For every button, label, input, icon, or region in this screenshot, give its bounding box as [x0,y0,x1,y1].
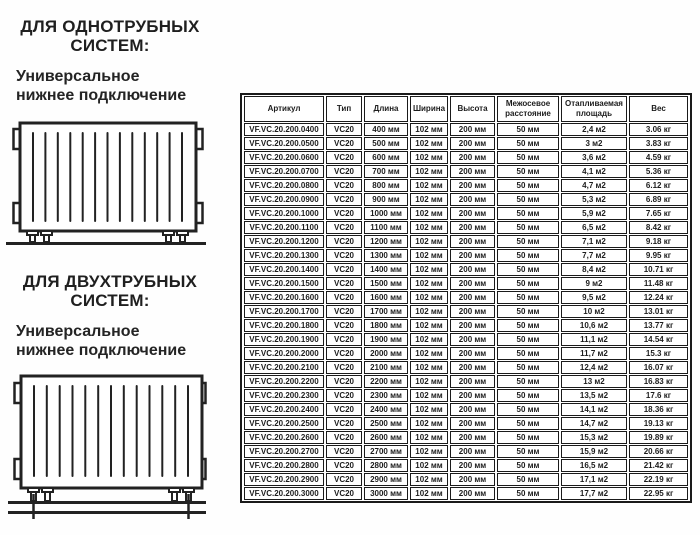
table-cell: 1200 мм [364,235,408,248]
table-cell: 9,5 м2 [561,291,627,304]
table-cell: VF.VC.20.200.0400 [244,123,324,136]
table-cell: 22.19 кг [629,473,688,486]
table-cell: 10.71 кг [629,263,688,276]
table-cell: 10,6 м2 [561,319,627,332]
two-pipe-heading-line2: СИСТЕМ: [70,291,150,310]
table-cell: 1800 мм [364,319,408,332]
table-cell: 15.3 кг [629,347,688,360]
table-cell: 2900 мм [364,473,408,486]
table-cell: VC20 [326,137,362,150]
table-cell: VF.VC.20.200.0700 [244,165,324,178]
table-cell: 2400 мм [364,403,408,416]
radiator-single-pipe-diagram-icon [2,121,210,247]
table-row [244,417,688,430]
table-cell: VC20 [326,123,362,136]
table-cell: 102 мм [410,221,448,234]
table-cell: 13 м2 [561,375,627,388]
table-cell: 8,4 м2 [561,263,627,276]
table-cell: 21.42 кг [629,459,688,472]
spec-table-area [240,93,692,503]
table-cell: 600 мм [364,151,408,164]
table-cell: 5,3 м2 [561,193,627,206]
table-row [244,291,688,304]
table-cell: VC20 [326,179,362,192]
radiator-two-pipe-diagram-icon [4,374,212,524]
table-cell: 1400 мм [364,263,408,276]
table-cell: 200 мм [450,235,495,248]
table-cell: VF.VC.20.200.2000 [244,347,324,360]
table-cell: 102 мм [410,375,448,388]
table-cell: 9 м2 [561,277,627,290]
table-cell: 50 мм [497,319,559,332]
single-pipe-subheading [16,67,221,105]
table-cell: VF.VC.20.200.2700 [244,445,324,458]
table-row [244,487,688,500]
table-cell: 9.95 кг [629,249,688,262]
table-row [244,277,688,290]
table-cell: 102 мм [410,165,448,178]
table-cell: 102 мм [410,123,448,136]
table-cell: 50 мм [497,473,559,486]
table-cell: VC20 [326,403,362,416]
table-cell: 50 мм [497,431,559,444]
table-row [244,319,688,332]
table-cell: VC20 [326,417,362,430]
table-cell: 7,7 м2 [561,249,627,262]
column-header: Вес [629,96,688,122]
table-cell: 50 мм [497,445,559,458]
table-cell: 200 мм [450,347,495,360]
table-cell: 200 мм [450,319,495,332]
table-cell: VF.VC.20.200.0500 [244,137,324,150]
table-cell: 50 мм [497,389,559,402]
table-cell: VC20 [326,487,362,500]
table-cell: 200 мм [450,221,495,234]
column-header: Высота [450,96,495,122]
table-cell: VF.VC.20.200.3000 [244,487,324,500]
table-row [244,361,688,374]
table-cell: VC20 [326,263,362,276]
table-cell: 19.13 кг [629,417,688,430]
table-cell: 7,1 м2 [561,235,627,248]
table-cell: 200 мм [450,473,495,486]
table-cell: 200 мм [450,263,495,276]
table-cell: 102 мм [410,291,448,304]
table-cell: 50 мм [497,249,559,262]
table-cell: 50 мм [497,235,559,248]
table-cell: 800 мм [364,179,408,192]
table-row [244,347,688,360]
table-cell: 200 мм [450,291,495,304]
table-row [244,459,688,472]
table-cell: 11,7 м2 [561,347,627,360]
table-cell: 15,9 м2 [561,445,627,458]
column-header: Ширина [410,96,448,122]
table-cell: 1100 мм [364,221,408,234]
table-cell: VF.VC.20.200.1600 [244,291,324,304]
table-row [244,389,688,402]
table-cell: 8.42 кг [629,221,688,234]
table-cell: 1000 мм [364,207,408,220]
table-cell: 50 мм [497,459,559,472]
table-cell: 102 мм [410,263,448,276]
table-row [244,375,688,388]
table-cell: 200 мм [450,305,495,318]
table-cell: 3.06 кг [629,123,688,136]
table-cell: 2700 мм [364,445,408,458]
table-cell: VC20 [326,347,362,360]
table-cell: 102 мм [410,193,448,206]
table-cell: 14,7 м2 [561,417,627,430]
table-cell: VF.VC.20.200.2300 [244,389,324,402]
table-cell: VC20 [326,235,362,248]
table-cell: VC20 [326,291,362,304]
table-cell: 16.07 кг [629,361,688,374]
table-row [244,193,688,206]
table-cell: 20.66 кг [629,445,688,458]
table-cell: 13.77 кг [629,319,688,332]
spec-table [240,93,692,503]
table-cell: VF.VC.20.200.1500 [244,277,324,290]
table-cell: 2500 мм [364,417,408,430]
table-cell: VF.VC.20.200.2600 [244,431,324,444]
table-cell: 2300 мм [364,389,408,402]
table-cell: 50 мм [497,305,559,318]
table-row [244,249,688,262]
table-cell: 102 мм [410,249,448,262]
table-cell: 50 мм [497,291,559,304]
table-cell: 17,7 м2 [561,487,627,500]
table-cell: 15,3 м2 [561,431,627,444]
two-pipe-heading-line1: ДЛЯ ДВУХТРУБНЫХ [22,272,198,291]
left-panel [0,0,235,535]
table-cell: 50 мм [497,193,559,206]
table-cell: 700 мм [364,165,408,178]
table-cell: 2200 мм [364,375,408,388]
table-cell: VF.VC.20.200.1700 [244,305,324,318]
table-row [244,431,688,444]
two-pipe-subheading [16,322,221,360]
table-cell: 10 м2 [561,305,627,318]
table-cell: 200 мм [450,445,495,458]
table-cell: 12,4 м2 [561,361,627,374]
table-cell: 102 мм [410,137,448,150]
table-cell: 200 мм [450,487,495,500]
table-cell: 17,1 м2 [561,473,627,486]
table-cell: 2100 мм [364,361,408,374]
table-cell: VC20 [326,375,362,388]
table-cell: 12.24 кг [629,291,688,304]
table-cell: VF.VC.20.200.1200 [244,235,324,248]
table-cell: 50 мм [497,221,559,234]
single-pipe-heading [5,17,215,55]
single-pipe-subheading-line2: нижнее подключение [16,87,187,104]
table-cell: VC20 [326,389,362,402]
table-cell: 102 мм [410,347,448,360]
table-cell: 3.83 кг [629,137,688,150]
table-cell: 11.48 кг [629,277,688,290]
table-cell: VC20 [326,165,362,178]
table-cell: VF.VC.20.200.2900 [244,473,324,486]
table-cell: 200 мм [450,165,495,178]
table-cell: 16,5 м2 [561,459,627,472]
table-cell: 4,7 м2 [561,179,627,192]
table-cell: VC20 [326,361,362,374]
table-cell: VC20 [326,459,362,472]
table-row [244,165,688,178]
table-cell: VC20 [326,319,362,332]
two-pipe-subheading-line2: нижнее подключение [16,342,187,359]
table-cell: 200 мм [450,403,495,416]
table-cell: 102 мм [410,207,448,220]
table-cell: 102 мм [410,235,448,248]
table-cell: 200 мм [450,459,495,472]
table-cell: 2000 мм [364,347,408,360]
table-cell: 1300 мм [364,249,408,262]
table-cell: VF.VC.20.200.2200 [244,375,324,388]
table-cell: 1700 мм [364,305,408,318]
table-cell: 200 мм [450,137,495,150]
table-cell: VF.VC.20.200.0800 [244,179,324,192]
two-pipe-subheading-line1: Универсальное [16,323,140,340]
table-cell: 19.89 кг [629,431,688,444]
table-cell: 102 мм [410,389,448,402]
table-cell: VC20 [326,277,362,290]
table-row [244,473,688,486]
table-cell: 102 мм [410,361,448,374]
table-cell: 22.95 кг [629,487,688,500]
table-cell: 102 мм [410,473,448,486]
table-cell: 1600 мм [364,291,408,304]
table-cell: 5,9 м2 [561,207,627,220]
table-cell: 2600 мм [364,431,408,444]
table-cell: VF.VC.20.200.2800 [244,459,324,472]
single-pipe-subheading-line1: Универсальное [16,68,140,85]
table-cell: 50 мм [497,263,559,276]
table-cell: 50 мм [497,165,559,178]
single-pipe-heading-line2: СИСТЕМ: [70,36,150,55]
table-cell: 16.83 кг [629,375,688,388]
table-row [244,305,688,318]
table-cell: 200 мм [450,375,495,388]
table-cell: VF.VC.20.200.1000 [244,207,324,220]
table-row [244,151,688,164]
table-row [244,179,688,192]
table-cell: VF.VC.20.200.0600 [244,151,324,164]
two-pipe-heading [5,272,215,310]
table-cell: 3 м2 [561,137,627,150]
table-cell: 200 мм [450,151,495,164]
table-cell: 102 мм [410,179,448,192]
table-cell: 14.54 кг [629,333,688,346]
table-row [244,207,688,220]
table-cell: 17.6 кг [629,389,688,402]
table-cell: 2800 мм [364,459,408,472]
table-cell: 50 мм [497,137,559,150]
table-cell: 102 мм [410,417,448,430]
table-cell: 9.18 кг [629,235,688,248]
spec-table-body [244,123,688,500]
column-header: Тип [326,96,362,122]
table-cell: 200 мм [450,123,495,136]
table-cell: 4,1 м2 [561,165,627,178]
table-cell: 50 мм [497,403,559,416]
table-cell: 13.01 кг [629,305,688,318]
table-cell: 102 мм [410,333,448,346]
table-cell: 102 мм [410,487,448,500]
table-cell: VF.VC.20.200.1800 [244,319,324,332]
table-cell: VF.VC.20.200.1900 [244,333,324,346]
table-cell: 50 мм [497,333,559,346]
table-cell: 900 мм [364,193,408,206]
table-cell: 200 мм [450,431,495,444]
table-cell: 200 мм [450,361,495,374]
table-cell: 6.89 кг [629,193,688,206]
table-cell: 200 мм [450,207,495,220]
table-row [244,333,688,346]
table-row [244,445,688,458]
table-cell: 200 мм [450,277,495,290]
table-cell: 102 мм [410,305,448,318]
table-cell: 50 мм [497,151,559,164]
table-cell: 50 мм [497,179,559,192]
table-cell: 102 мм [410,431,448,444]
table-cell: 14,1 м2 [561,403,627,416]
table-row [244,123,688,136]
table-cell: 200 мм [450,333,495,346]
table-cell: 200 мм [450,249,495,262]
table-cell: 13,5 м2 [561,389,627,402]
table-cell: 18.36 кг [629,403,688,416]
table-cell: VC20 [326,193,362,206]
table-cell: 2,4 м2 [561,123,627,136]
table-cell: 50 мм [497,123,559,136]
table-cell: 3,6 м2 [561,151,627,164]
table-cell: 500 мм [364,137,408,150]
table-cell: 102 мм [410,277,448,290]
table-row [244,263,688,276]
header-row [244,96,688,122]
table-cell: 50 мм [497,277,559,290]
table-cell: 6.12 кг [629,179,688,192]
table-cell: 50 мм [497,207,559,220]
table-cell: 102 мм [410,403,448,416]
table-cell: 50 мм [497,375,559,388]
table-cell: VC20 [326,151,362,164]
table-cell: VC20 [326,249,362,262]
column-header: Длина [364,96,408,122]
table-cell: VC20 [326,473,362,486]
column-header: Межосевое расстояние [497,96,559,122]
table-cell: 50 мм [497,347,559,360]
table-cell: VC20 [326,445,362,458]
table-cell: 1500 мм [364,277,408,290]
table-cell: VF.VC.20.200.2400 [244,403,324,416]
table-cell: VF.VC.20.200.2500 [244,417,324,430]
table-cell: 200 мм [450,179,495,192]
table-cell: 102 мм [410,319,448,332]
table-cell: 50 мм [497,361,559,374]
table-cell: 400 мм [364,123,408,136]
table-cell: 200 мм [450,389,495,402]
table-cell: 4.59 кг [629,151,688,164]
table-cell: 200 мм [450,193,495,206]
table-cell: VC20 [326,221,362,234]
table-cell: 102 мм [410,445,448,458]
table-cell: VC20 [326,305,362,318]
table-cell: VF.VC.20.200.1400 [244,263,324,276]
table-cell: 102 мм [410,151,448,164]
table-row [244,221,688,234]
table-cell: 1900 мм [364,333,408,346]
single-pipe-heading-line1: ДЛЯ ОДНОТРУБНЫХ [20,17,200,36]
table-cell: VF.VC.20.200.1100 [244,221,324,234]
table-cell: VC20 [326,207,362,220]
table-row [244,235,688,248]
column-header: Отапливаемая площадь [561,96,627,122]
table-cell: 200 мм [450,417,495,430]
table-cell: 102 мм [410,459,448,472]
table-cell: VC20 [326,431,362,444]
table-cell: 6,5 м2 [561,221,627,234]
table-cell: 50 мм [497,487,559,500]
table-cell: 5.36 кг [629,165,688,178]
column-header: Артикул [244,96,324,122]
table-cell: VF.VC.20.200.0900 [244,193,324,206]
table-cell: 3000 мм [364,487,408,500]
table-cell: 7.65 кг [629,207,688,220]
table-cell: VC20 [326,333,362,346]
table-cell: 11,1 м2 [561,333,627,346]
table-row [244,403,688,416]
table-cell: VF.VC.20.200.1300 [244,249,324,262]
table-cell: VF.VC.20.200.2100 [244,361,324,374]
table-cell: 50 мм [497,417,559,430]
table-row [244,137,688,150]
